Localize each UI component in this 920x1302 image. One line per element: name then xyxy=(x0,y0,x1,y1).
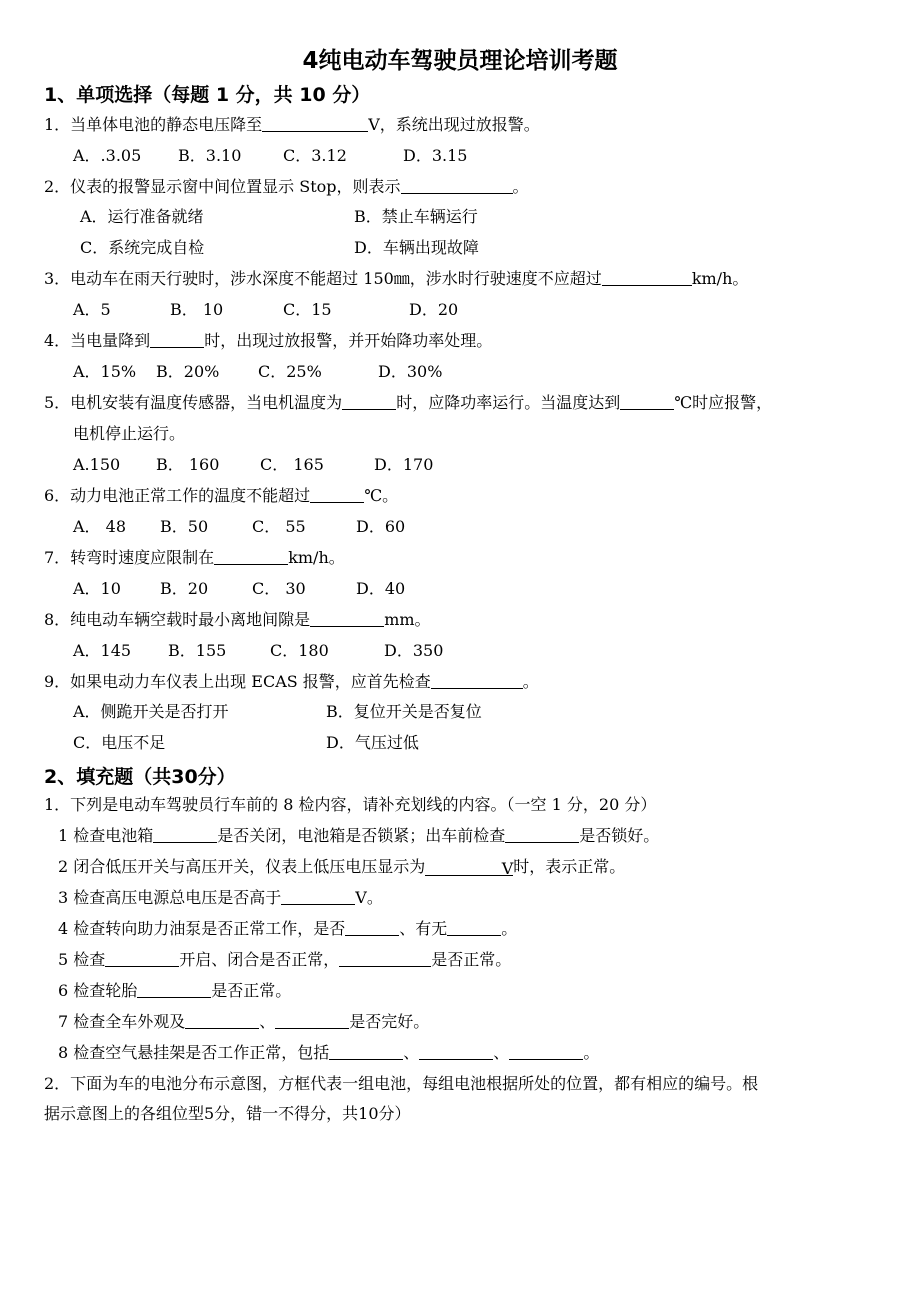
check-item-5: 5 检查 开启、闭合是否正常， 是否正常。 xyxy=(58,950,512,969)
option-c[interactable]: C．25% xyxy=(258,362,322,381)
answer-blank[interactable] xyxy=(310,610,384,627)
answer-blank[interactable] xyxy=(275,1012,349,1029)
option-b[interactable]: B．20% xyxy=(156,362,220,381)
option-b[interactable]: B．50 xyxy=(160,517,209,536)
option-c[interactable]: C． 30 xyxy=(252,579,306,598)
option-b[interactable]: B．20 xyxy=(160,579,209,598)
question-5: 5．电机安装有温度传感器，当电机温度为 时，应降功率运行。当温度达到 ℃时应报警， xyxy=(44,393,773,412)
answer-blank[interactable] xyxy=(150,331,204,348)
check-item-8: 8 检查空气悬挂架是否工作正常，包括 、 、 。 xyxy=(58,1043,600,1062)
question-8: 8．纯电动车辆空载时最小离地间隙是 mm。 xyxy=(44,610,431,629)
page-title: 4纯电动车驾驶员理论培训考题 xyxy=(302,48,618,74)
option-d[interactable]: D．40 xyxy=(356,579,406,598)
fill-question-1-intro: 1．下列是电动车驾驶员行车前的 8 检内容，请补充划线的内容。（一空 1 分，20 分） xyxy=(44,795,657,814)
option-a[interactable]: A．运行准备就绪 xyxy=(80,207,204,226)
option-a[interactable]: A．145 xyxy=(73,641,132,660)
answer-blank[interactable] xyxy=(505,826,579,843)
answer-blank[interactable] xyxy=(431,672,523,689)
answer-blank[interactable] xyxy=(105,950,179,967)
answer-blank[interactable] xyxy=(329,1043,403,1060)
question-7: 7．转弯时速度应限制在 km/h。 xyxy=(44,548,345,567)
option-b[interactable]: B．复位开关是否复位 xyxy=(326,702,482,721)
fill-question-2-line-2: 据示意图上的各组位型5分，错一不得分，共10分） xyxy=(44,1104,411,1123)
option-d[interactable]: D．气压过低 xyxy=(326,733,419,752)
answer-blank[interactable] xyxy=(153,826,217,843)
option-c[interactable]: C． 55 xyxy=(252,517,306,536)
question-6: 6．动力电池正常工作的温度不能超过 ℃。 xyxy=(44,486,399,505)
option-a[interactable]: A．5 xyxy=(73,300,111,319)
answer-blank[interactable] xyxy=(185,1012,259,1029)
section-1-heading: 1、单项选择（每题 1 分，共 10 分） xyxy=(44,84,371,106)
answer-blank[interactable] xyxy=(419,1043,493,1060)
answer-blank[interactable] xyxy=(602,269,692,286)
option-d[interactable]: D．20 xyxy=(409,300,459,319)
option-a[interactable]: A．.3.05 xyxy=(73,146,142,165)
answer-blank[interactable] xyxy=(401,177,513,194)
question-2: 2．仪表的报警显示窗中间位置显示 Stop，则表示 。 xyxy=(44,177,529,196)
option-c[interactable]: C．180 xyxy=(270,641,329,660)
option-b[interactable]: B．3.10 xyxy=(178,146,242,165)
option-c[interactable]: C．3.12 xyxy=(283,146,347,165)
option-b[interactable]: B． 10 xyxy=(170,300,224,319)
answer-blank[interactable] xyxy=(214,548,288,565)
check-item-2: 2 闭合低压开关与高压开关，仪表上低压电压显示为 V时，表示正常。 xyxy=(58,857,626,878)
option-c[interactable]: C． 165 xyxy=(260,455,324,474)
option-c[interactable]: C．电压不足 xyxy=(73,733,166,752)
answer-blank[interactable] xyxy=(447,919,501,936)
option-b[interactable]: B．禁止车辆运行 xyxy=(354,207,478,226)
option-d[interactable]: D．30% xyxy=(378,362,443,381)
answer-blank[interactable] xyxy=(345,919,399,936)
check-item-1: 1 检查电池箱 是否关闭，电池箱是否锁紧；出车前检查 是否锁好。 xyxy=(58,826,660,845)
question-9: 9．如果电动力车仪表上出现 ECAS 报警，应首先检查 。 xyxy=(44,672,539,691)
option-d[interactable]: D．3.15 xyxy=(403,146,468,165)
answer-blank[interactable] xyxy=(262,115,368,132)
check-item-7: 7 检查全车外观及 、 是否完好。 xyxy=(58,1012,430,1031)
option-c[interactable]: C．系统完成自检 xyxy=(80,238,205,257)
answer-blank[interactable] xyxy=(342,393,396,410)
question-3: 3．电动车在雨天行驶时，涉水深度不能超过 150㎜，涉水时行驶速度不应超过 km/h。 xyxy=(44,269,749,288)
option-d[interactable]: D．60 xyxy=(356,517,406,536)
option-a[interactable]: A．10 xyxy=(73,579,121,598)
check-item-3: 3 检查高压电源总电压是否高于 V。 xyxy=(58,888,383,907)
option-a[interactable]: A．15% xyxy=(73,362,137,381)
fill-question-2-line-1: 2．下面为车的电池分布示意图，方框代表一组电池，每组电池根据所处的位置，都有相应的编号。根 xyxy=(44,1074,759,1093)
option-c[interactable]: C．15 xyxy=(283,300,332,319)
option-d[interactable]: D．350 xyxy=(384,641,444,660)
answer-blank[interactable] xyxy=(281,888,355,905)
check-item-4: 4 检查转向助力油泵是否正常工作，是否 、有无 。 xyxy=(58,919,518,938)
check-item-6: 6 检查轮胎 是否正常。 xyxy=(58,981,292,1000)
option-a[interactable]: A．侧跪开关是否打开 xyxy=(73,702,229,721)
option-d[interactable]: D．车辆出现故障 xyxy=(354,238,479,257)
answer-blank[interactable] xyxy=(339,950,431,967)
answer-blank[interactable] xyxy=(137,981,211,998)
answer-blank[interactable] xyxy=(310,486,364,503)
question-5-continued: 电机停止运行。 xyxy=(73,424,186,443)
question-1: 1．当单体电池的静态电压降至 V，系统出现过放报警。 xyxy=(44,115,540,134)
option-a[interactable]: A． 48 xyxy=(73,517,127,536)
option-b[interactable]: B． 160 xyxy=(156,455,220,474)
option-b[interactable]: B．155 xyxy=(168,641,227,660)
option-a[interactable]: A.150 xyxy=(73,455,121,474)
answer-blank[interactable]: V xyxy=(425,859,513,876)
question-4: 4．当电量降到 时，出现过放报警，并开始降功率处理。 xyxy=(44,331,493,350)
answer-blank[interactable] xyxy=(509,1043,583,1060)
answer-blank[interactable] xyxy=(620,393,674,410)
section-2-heading: 2、填充题（共30分） xyxy=(44,766,236,788)
option-d[interactable]: D．170 xyxy=(374,455,434,474)
